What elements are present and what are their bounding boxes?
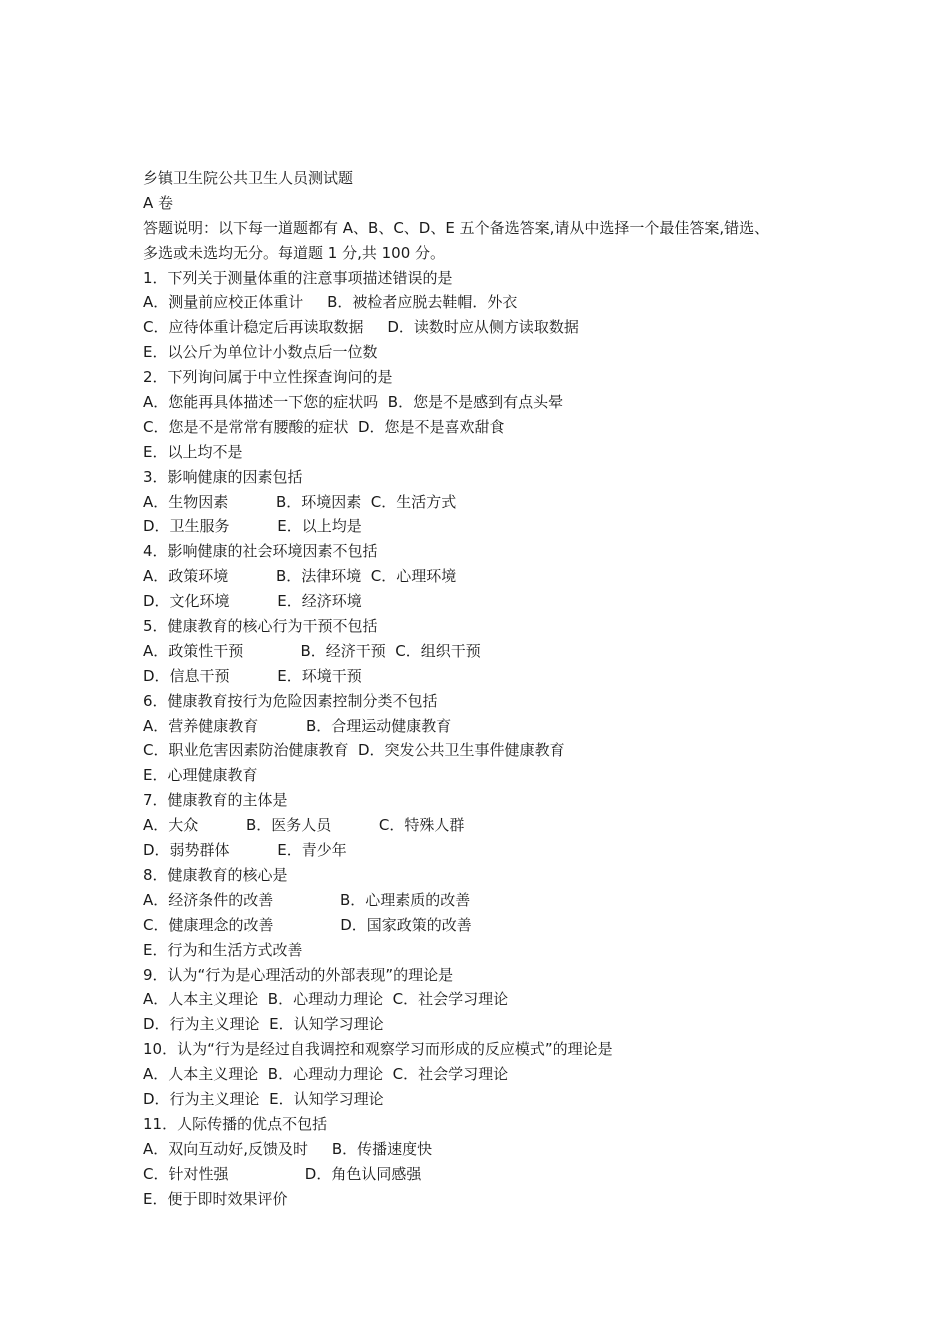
- question-4: 4．影响健康的社会环境因素不包括: [143, 542, 378, 561]
- question-11-options-cd: C．针对性强 D．角色认同感强: [143, 1164, 422, 1183]
- question-6-option-e: E．心理健康教育: [143, 766, 258, 785]
- question-2-options-cd: C．您是不是常常有腰酸的症状 D．您是不是喜欢甜食: [143, 417, 505, 436]
- question-7-options-abc: A．大众 B．医务人员 C．特殊人群: [143, 816, 465, 835]
- question-4-options-de: D．文化环境 E．经济环境: [143, 592, 362, 611]
- question-11: 11．人际传播的优点不包括: [143, 1114, 328, 1133]
- question-8: 8．健康教育的核心是: [143, 865, 288, 884]
- question-11-options-ab: A．双向互动好,反馈及时 B．传播速度快: [143, 1139, 433, 1158]
- question-9: 9．认为“行为是心理活动的外部表现”的理论是: [143, 965, 454, 984]
- question-8-options-cd: C．健康理念的改善 D．国家政策的改善: [143, 915, 472, 934]
- question-1-option-e: E．以公斤为单位计小数点后一位数: [143, 343, 378, 362]
- document-title: 乡镇卫生院公共卫生人员测试题: [143, 169, 354, 187]
- question-9-options-abc: A．人本主义理论 B．心理动力理论 C．社会学习理论: [143, 990, 509, 1009]
- question-5-options-de: D．信息干预 E．环境干预: [143, 666, 362, 685]
- question-4-options-abc: A．政策环境 B．法律环境 C．心理环境: [143, 567, 457, 586]
- question-3-options-abc: A．生物因素 B．环境因素 C．生活方式: [143, 492, 457, 511]
- question-7: 7．健康教育的主体是: [143, 791, 288, 810]
- document-body: [143, 166, 823, 1211]
- question-2: 2．下列询问属于中立性探查询问的是: [143, 368, 393, 387]
- question-11-option-e: E．便于即时效果评价: [143, 1189, 288, 1208]
- question-5: 5．健康教育的核心行为干预不包括: [143, 617, 378, 636]
- question-1-options-cd: C．应待体重计稳定后再读取数据 D．读数时应从侧方读取数据: [143, 318, 579, 337]
- question-1-options-ab: A．测量前应校正体重计 B．被检者应脱去鞋帽．外衣: [143, 293, 518, 312]
- question-10-options-de: D．行为主义理论 E．认知学习理论: [143, 1089, 384, 1108]
- instructions-line-2: 多选或未选均无分。每道题 1 分,共 100 分。: [143, 243, 446, 262]
- paper-version: A 卷: [143, 193, 174, 212]
- question-5-options-abc: A．政策性干预 B．经济干预 C．组织干预: [143, 641, 481, 660]
- question-3: 3．影响健康的因素包括: [143, 467, 303, 486]
- instructions-line-1: 答题说明：以下每一道题都有 A、B、C、D、E 五个备选答案,请从中选择一个最佳答案,错选、: [143, 218, 770, 237]
- question-7-options-de: D．弱势群体 E．青少年: [143, 841, 347, 860]
- question-9-options-de: D．行为主义理论 E．认知学习理论: [143, 1015, 384, 1034]
- question-6-options-cd: C．职业危害因素防治健康教育 D．突发公共卫生事件健康教育: [143, 741, 565, 760]
- question-2-option-e: E．以上均不是: [143, 442, 243, 461]
- question-8-options-ab: A．经济条件的改善 B．心理素质的改善: [143, 890, 471, 909]
- question-8-option-e: E．行为和生活方式改善: [143, 940, 303, 959]
- question-10: 10．认为“行为是经过自我调控和观察学习而形成的反应模式”的理论是: [143, 1040, 613, 1059]
- question-6-options-ab: A．营养健康教育 B．合理运动健康教育: [143, 716, 452, 735]
- question-2-options-ab: A．您能再具体描述一下您的症状吗 B．您是不是感到有点头晕: [143, 393, 564, 412]
- question-1: 1．下列关于测量体重的注意事项描述错误的是: [143, 268, 453, 287]
- question-10-options-abc: A．人本主义理论 B．心理动力理论 C．社会学习理论: [143, 1065, 509, 1084]
- question-3-options-de: D．卫生服务 E．以上均是: [143, 517, 362, 536]
- question-6: 6．健康教育按行为危险因素控制分类不包括: [143, 691, 438, 710]
